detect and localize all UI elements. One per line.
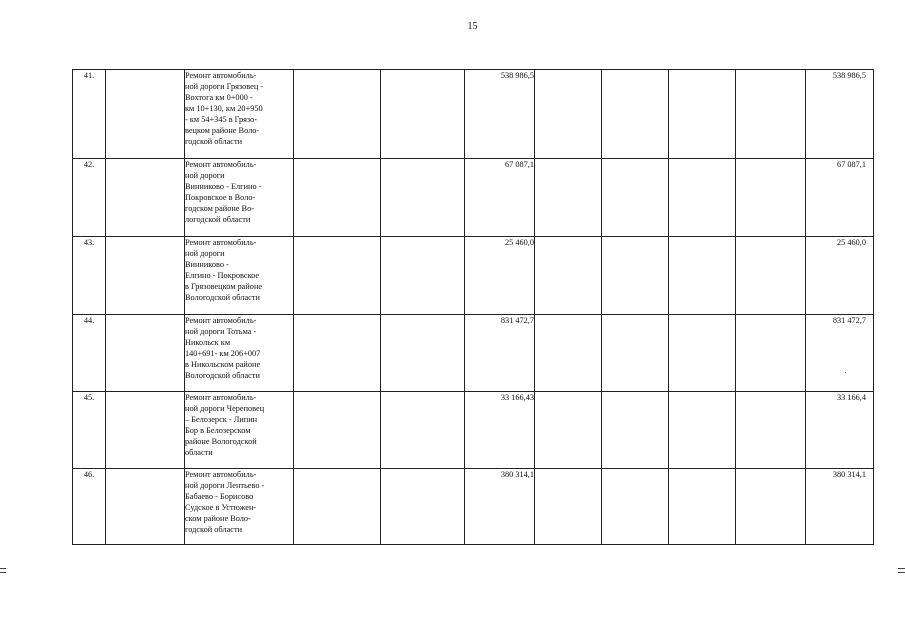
total-cell: 380 314,1 xyxy=(806,469,874,545)
empty-cell xyxy=(294,315,381,392)
empty-cell xyxy=(736,70,806,159)
scan-edge-mark xyxy=(0,572,6,573)
empty-cell xyxy=(669,237,736,315)
empty-cell xyxy=(602,392,669,469)
empty-cell xyxy=(381,315,465,392)
row-number-cell: 43. xyxy=(73,237,106,315)
empty-cell xyxy=(669,469,736,545)
empty-cell xyxy=(736,469,806,545)
empty-cell xyxy=(669,70,736,159)
row-number-cell: 44. xyxy=(73,315,106,392)
table-row xyxy=(73,315,874,392)
empty-cell xyxy=(602,315,669,392)
amount-cell: 831 472,7 xyxy=(465,315,535,392)
row-number-cell: 46. xyxy=(73,469,106,545)
empty-cell xyxy=(106,237,185,315)
empty-cell xyxy=(535,159,602,237)
description-cell: Ремонт автомобиль- ной дороги Винниково - Елгино - Покровское в Грязовецком районе Вологодской области xyxy=(185,237,294,315)
empty-cell xyxy=(669,159,736,237)
empty-cell xyxy=(602,237,669,315)
description-cell: Ремонт автомобиль- ной дороги Лентьево - Бабаево - Борисово Судское в Устюжен- ском районе Воло- годской области xyxy=(185,469,294,545)
scan-speck xyxy=(845,372,846,373)
empty-cell xyxy=(535,315,602,392)
page-number: 15 xyxy=(467,21,478,32)
table-row xyxy=(73,469,874,545)
table-row xyxy=(73,237,874,315)
scan-edge-mark xyxy=(0,568,6,569)
empty-cell xyxy=(736,159,806,237)
total-cell: 831 472,7 xyxy=(806,315,874,392)
amount-cell: 380 314,1 xyxy=(465,469,535,545)
empty-cell xyxy=(669,392,736,469)
total-cell: 538 986,5 xyxy=(806,70,874,159)
empty-cell xyxy=(381,70,465,159)
table-row xyxy=(73,70,874,159)
empty-cell xyxy=(381,237,465,315)
empty-cell xyxy=(602,70,669,159)
row-number-cell: 41. xyxy=(73,70,106,159)
empty-cell xyxy=(736,237,806,315)
total-cell: 33 166,4 xyxy=(806,392,874,469)
empty-cell xyxy=(294,237,381,315)
road-repair-table xyxy=(72,69,874,545)
empty-cell xyxy=(294,159,381,237)
empty-cell xyxy=(602,159,669,237)
total-cell: 67 087,1 xyxy=(806,159,874,237)
empty-cell xyxy=(535,392,602,469)
empty-cell xyxy=(602,469,669,545)
description-cell: Ремонт автомобиль- ной дороги Винниково - Елгино - Покровское в Воло- годском районе Во- логодской области xyxy=(185,159,294,237)
table-row xyxy=(73,159,874,237)
empty-cell xyxy=(106,469,185,545)
description-cell: Ремонт автомобиль- ной дороги Грязовец - Вохтога км 0+000 - км 10+130, км 20+950 - км 54+345 в Грязо- вецком районе Воло- годской области xyxy=(185,70,294,159)
amount-cell: 33 166,43 xyxy=(465,392,535,469)
total-cell: 25 460,0 xyxy=(806,237,874,315)
empty-cell xyxy=(106,392,185,469)
empty-cell xyxy=(381,392,465,469)
scan-edge-mark xyxy=(898,568,905,569)
empty-cell xyxy=(736,315,806,392)
empty-cell xyxy=(535,237,602,315)
empty-cell xyxy=(294,70,381,159)
scan-edge-mark xyxy=(898,572,905,573)
empty-cell xyxy=(294,392,381,469)
table-row xyxy=(73,392,874,469)
empty-cell xyxy=(535,70,602,159)
empty-cell xyxy=(106,315,185,392)
empty-cell xyxy=(736,392,806,469)
description-cell: Ремонт автомобиль- ной дороги Череповец – Белозерск - Липин Бор в Белозерском районе Вологодской области xyxy=(185,392,294,469)
empty-cell xyxy=(294,469,381,545)
amount-cell: 538 986,5 xyxy=(465,70,535,159)
empty-cell xyxy=(381,469,465,545)
row-number-cell: 42. xyxy=(73,159,106,237)
empty-cell xyxy=(669,315,736,392)
empty-cell xyxy=(106,70,185,159)
empty-cell xyxy=(381,159,465,237)
amount-cell: 25 460,0 xyxy=(465,237,535,315)
row-number-cell: 45. xyxy=(73,392,106,469)
empty-cell xyxy=(106,159,185,237)
description-cell: Ремонт автомобиль- ной дороги Тотьма - Никольск км 140+691- км 206+007 в Никольском районе Вологодской области xyxy=(185,315,294,392)
empty-cell xyxy=(535,469,602,545)
amount-cell: 67 087,1 xyxy=(465,159,535,237)
